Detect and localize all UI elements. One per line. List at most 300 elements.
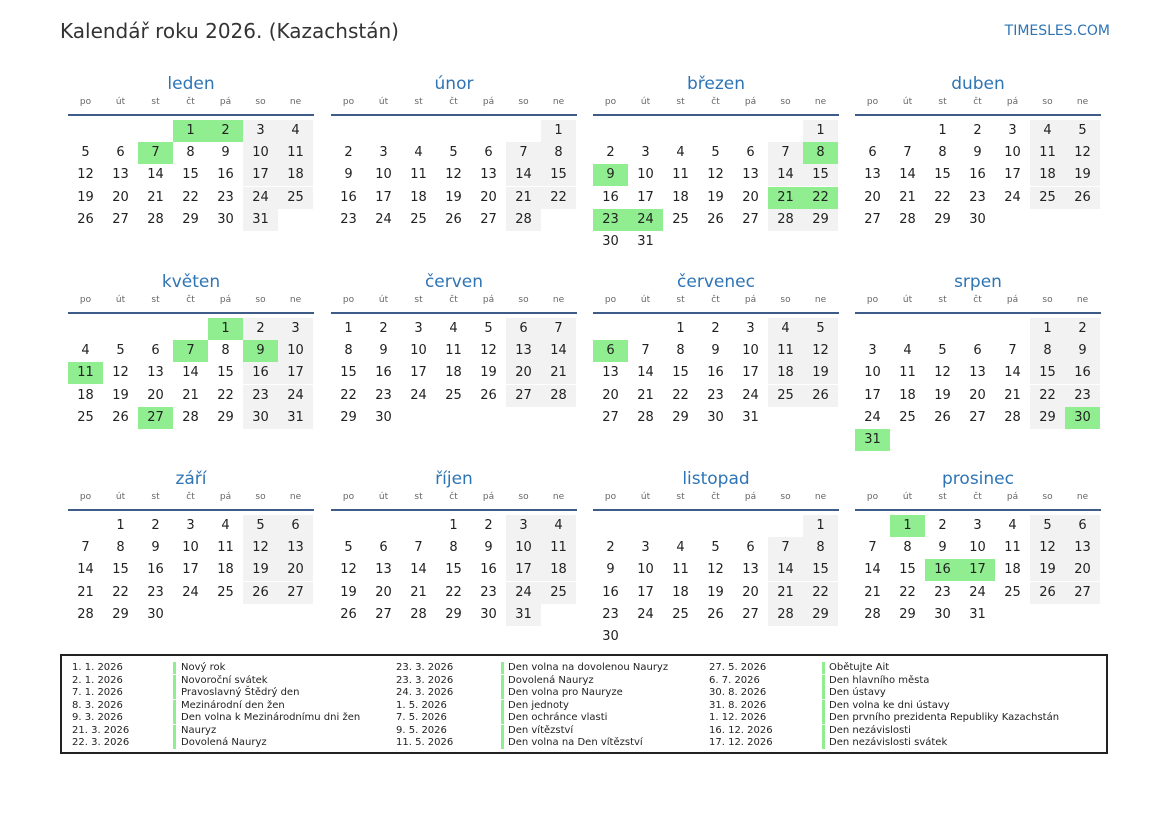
day-cell: 19: [707, 189, 724, 205]
weekday-label: ne: [289, 492, 302, 502]
day-cell: 21: [541, 362, 576, 384]
legend-marker: [822, 687, 825, 699]
day-cell: 14: [768, 559, 803, 581]
month-8: [855, 272, 1101, 457]
day-cell: 7: [81, 540, 90, 556]
holiday-day-cell: 21: [768, 187, 803, 209]
legend-marker: [501, 700, 504, 712]
day-cell: 6: [746, 540, 755, 556]
day-cell: 25: [1030, 187, 1065, 209]
day-cell: 28: [637, 409, 654, 425]
day-cell: 27: [480, 211, 497, 227]
day-cell: 2: [1065, 318, 1100, 340]
day-cell: 5: [449, 145, 458, 161]
day-cell: 7: [506, 142, 541, 164]
day-cell: 22: [672, 387, 689, 403]
day-cell: 3: [186, 518, 195, 533]
weekday-label: st: [151, 492, 160, 502]
day-cell: 26: [934, 409, 951, 425]
weekday-label: pá: [1006, 492, 1019, 502]
day-cell: 19: [480, 365, 497, 381]
weekday-header: [593, 295, 839, 309]
day-cell: 24: [1004, 189, 1021, 205]
day-cell: 23: [243, 385, 278, 407]
day-cell: 11: [672, 562, 689, 578]
day-cell: 30: [707, 409, 724, 425]
holiday-day-cell: 22: [803, 187, 838, 209]
day-cell: 31: [506, 604, 541, 626]
day-cell: 20: [112, 189, 129, 205]
day-cell: 5: [344, 540, 353, 556]
day-cell: 10: [1004, 145, 1021, 161]
day-cell: 16: [147, 562, 164, 578]
day-cell: 22: [899, 584, 916, 600]
weekday-label: po: [342, 492, 355, 502]
day-cell: 19: [445, 189, 462, 205]
day-cell: 20: [506, 362, 541, 384]
day-cell: 4: [221, 518, 230, 533]
holiday-day-cell: 23: [593, 209, 628, 231]
day-cell: 23: [375, 387, 392, 403]
weekday-label: po: [604, 97, 617, 107]
day-cell: 15: [803, 559, 838, 581]
weekday-label: út: [378, 295, 389, 305]
day-cell: 17: [410, 365, 427, 381]
day-cell: 30: [375, 409, 392, 425]
day-cell: 11: [278, 142, 313, 164]
day-cell: 26: [707, 211, 724, 227]
weekday-header: [68, 97, 314, 111]
day-cell: 27: [1065, 582, 1100, 604]
month-divider: [593, 114, 839, 116]
day-cell: 22: [934, 189, 951, 205]
legend-holiday-name: Nový rok: [181, 662, 226, 673]
day-cell: 25: [445, 387, 462, 403]
day-cell: 22: [340, 387, 357, 403]
legend-date: 2. 1. 2026: [72, 674, 123, 686]
day-cell: 12: [1030, 537, 1065, 559]
weekday-label: ne: [1076, 97, 1089, 107]
day-cell: 17: [278, 362, 313, 384]
day-cell: 27: [278, 582, 313, 604]
day-cell: 15: [899, 562, 916, 578]
day-cell: 24: [742, 387, 759, 403]
day-cell: 1: [803, 515, 838, 537]
day-cell: 2: [151, 518, 160, 533]
day-cell: 19: [77, 189, 94, 205]
day-cell: 29: [934, 211, 951, 227]
day-cell: 20: [375, 584, 392, 600]
day-cell: 3: [414, 321, 423, 336]
day-cell: 31: [637, 234, 654, 249]
day-cell: 29: [445, 606, 462, 622]
legend-column: [709, 662, 1109, 750]
day-cell: 4: [541, 515, 576, 537]
legend-holiday-name: Mezinárodní den žen: [181, 699, 285, 711]
day-cell: 30: [147, 606, 164, 622]
day-cell: 9: [606, 562, 615, 578]
weekday-label: po: [604, 492, 617, 502]
day-cell: 31: [243, 209, 278, 231]
day-cell: 4: [768, 318, 803, 340]
day-cell: 21: [768, 582, 803, 604]
day-cell: 27: [112, 211, 129, 227]
legend-holiday-name: Novoroční svátek: [181, 674, 268, 686]
day-cell: 12: [934, 365, 951, 381]
day-cell: 1: [938, 123, 947, 138]
month-name: květen: [161, 272, 221, 292]
day-cell: 8: [186, 145, 195, 161]
day-cell: 21: [147, 189, 164, 205]
weekday-header: [68, 492, 314, 506]
day-cell: 23: [969, 189, 986, 205]
day-cell: 6: [746, 145, 755, 161]
weekday-label: st: [676, 97, 685, 107]
weekday-label: so: [780, 97, 791, 107]
day-cell: 7: [641, 343, 650, 359]
weekday-label: čt: [711, 492, 720, 502]
weekday-label: so: [780, 295, 791, 305]
day-cell: 23: [1065, 385, 1100, 407]
day-cell: 27: [506, 385, 541, 407]
month-divider: [331, 312, 577, 314]
day-cell: 16: [602, 584, 619, 600]
weekday-label: út: [115, 492, 126, 502]
legend-date: 9. 5. 2026: [396, 724, 447, 736]
weekday-label: ne: [552, 492, 565, 502]
day-cell: 30: [243, 407, 278, 429]
day-cell: 24: [410, 387, 427, 403]
weekday-label: pá: [1006, 295, 1019, 305]
day-cell: 5: [116, 343, 125, 359]
day-cell: 8: [541, 142, 576, 164]
weekday-label: út: [378, 492, 389, 502]
holiday-legend: [60, 654, 1108, 754]
day-cell: 23: [480, 584, 497, 600]
weekday-label: po: [604, 295, 617, 305]
day-cell: 5: [81, 145, 90, 161]
day-cell: 25: [672, 606, 689, 622]
month-name: srpen: [954, 272, 1002, 292]
day-cell: 18: [278, 164, 313, 186]
day-cell: 3: [746, 321, 755, 336]
holiday-day-cell: 30: [1065, 407, 1100, 429]
day-cell: 13: [147, 365, 164, 381]
day-cell: 21: [899, 189, 916, 205]
day-cell: 5: [1030, 515, 1065, 537]
legend-date: 7. 1. 2026: [72, 687, 123, 698]
legend-marker: [173, 700, 176, 712]
month-divider: [593, 312, 839, 314]
legend-holiday-name: Obětujte Ait: [829, 662, 890, 673]
weekday-label: ne: [1076, 295, 1089, 305]
day-cell: 18: [899, 387, 916, 403]
holiday-day-cell: 1: [208, 318, 243, 340]
legend-marker: [501, 675, 504, 687]
day-cell: 11: [672, 167, 689, 183]
day-cell: 25: [899, 409, 916, 425]
day-cell: 3: [641, 145, 650, 161]
day-cell: 15: [672, 365, 689, 381]
day-cell: 18: [77, 387, 94, 403]
day-cell: 16: [480, 562, 497, 578]
weekday-label: čt: [449, 492, 458, 502]
day-cell: 26: [1065, 187, 1100, 209]
day-cell: 26: [707, 606, 724, 622]
holiday-day-cell: 9: [243, 340, 278, 362]
day-cell: 1: [344, 321, 353, 336]
day-cell: 1: [803, 120, 838, 142]
legend-holiday-name: Den nezávislosti svátek: [829, 737, 948, 748]
weekday-label: čt: [186, 97, 195, 107]
weekday-header: [593, 492, 839, 506]
legend-holiday-name: Den vítězství: [508, 724, 574, 736]
legend-date: 21. 3. 2026: [72, 724, 130, 736]
day-cell: 23: [934, 584, 951, 600]
day-cell: 21: [864, 584, 881, 600]
day-cell: 14: [637, 365, 654, 381]
day-cell: 12: [243, 537, 278, 559]
day-cell: 9: [1065, 340, 1100, 362]
day-cell: 26: [340, 606, 357, 622]
weekday-label: út: [902, 295, 913, 305]
legend-marker: [822, 712, 825, 724]
day-cell: 25: [217, 584, 234, 600]
weekday-label: po: [342, 295, 355, 305]
weekday-label: po: [866, 492, 879, 502]
holiday-day-cell: 9: [593, 164, 628, 186]
day-cell: 1: [676, 321, 685, 336]
day-cell: 14: [768, 164, 803, 186]
day-cell: 12: [1065, 142, 1100, 164]
day-cell: 17: [742, 365, 759, 381]
day-cell: 15: [112, 562, 129, 578]
legend-date: 30. 8. 2026: [709, 687, 767, 698]
legend-date: 1. 12. 2026: [709, 712, 767, 723]
legend-marker: [173, 687, 176, 699]
day-cell: 3: [243, 120, 278, 142]
day-cell: 8: [221, 343, 230, 359]
day-cell: 27: [864, 211, 881, 227]
day-cell: 1: [541, 120, 576, 142]
weekday-header: [68, 295, 314, 309]
month-name: listopad: [682, 469, 750, 489]
month-5: [68, 272, 314, 457]
day-cell: 4: [449, 321, 458, 336]
day-cell: 20: [480, 189, 497, 205]
day-cell: 6: [379, 540, 388, 556]
day-cell: 8: [1030, 340, 1065, 362]
day-cell: 27: [742, 211, 759, 227]
day-cell: 9: [711, 343, 720, 359]
weekday-label: čt: [449, 295, 458, 305]
day-cell: 7: [868, 540, 877, 556]
day-cell: 17: [243, 164, 278, 186]
month-name: duben: [951, 74, 1005, 94]
day-cell: 28: [506, 209, 541, 231]
day-cell: 15: [1030, 362, 1065, 384]
day-cell: 16: [217, 167, 234, 183]
day-cell: 2: [243, 318, 278, 340]
day-cell: 8: [449, 540, 458, 556]
day-cell: 20: [742, 584, 759, 600]
weekday-label: út: [640, 492, 651, 502]
weekday-label: st: [151, 295, 160, 305]
day-cell: 10: [637, 167, 654, 183]
day-cell: 28: [768, 209, 803, 231]
month-name: červen: [424, 272, 484, 292]
day-cell: 16: [243, 362, 278, 384]
day-cell: 10: [637, 562, 654, 578]
day-cell: 8: [938, 145, 947, 161]
legend-holiday-name: Den ústavy: [829, 687, 886, 698]
weekday-label: ne: [289, 295, 302, 305]
day-cell: 28: [899, 211, 916, 227]
month-3: [593, 74, 839, 259]
weekday-header: [331, 97, 577, 111]
day-cell: 17: [637, 189, 654, 205]
day-cell: 9: [938, 540, 947, 556]
weekday-label: po: [79, 97, 92, 107]
day-cell: 14: [77, 562, 94, 578]
day-cell: 11: [217, 540, 234, 556]
weekday-label: so: [1042, 97, 1053, 107]
day-cell: 31: [742, 409, 759, 425]
day-cell: 30: [217, 211, 234, 227]
weekday-label: čt: [973, 97, 982, 107]
holiday-day-cell: 27: [138, 407, 173, 429]
day-cell: 30: [480, 606, 497, 622]
weekday-label: pá: [219, 295, 232, 305]
day-cell: 25: [768, 385, 803, 407]
day-cell: 27: [742, 606, 759, 622]
month-divider: [331, 509, 577, 511]
day-cell: 31: [969, 606, 986, 622]
day-cell: 22: [112, 584, 129, 600]
day-cell: 21: [637, 387, 654, 403]
day-cell: 6: [973, 343, 982, 359]
day-cell: 2: [711, 321, 720, 336]
month-name: prosinec: [942, 469, 1014, 489]
site-link[interactable]: TIMESLES.COM: [1004, 23, 1110, 39]
weekday-label: ne: [1076, 492, 1089, 502]
day-cell: 19: [112, 387, 129, 403]
weekday-label: so: [518, 492, 529, 502]
day-cell: 16: [969, 167, 986, 183]
day-cell: 18: [410, 189, 427, 205]
day-cell: 25: [672, 211, 689, 227]
day-cell: 16: [340, 189, 357, 205]
day-cell: 18: [1030, 164, 1065, 186]
day-cell: 26: [1030, 582, 1065, 604]
day-cell: 20: [742, 189, 759, 205]
weekday-label: st: [938, 492, 947, 502]
weekday-header: [855, 295, 1101, 309]
day-cell: 7: [903, 145, 912, 161]
day-cell: 30: [602, 234, 619, 249]
day-cell: 1: [116, 518, 125, 533]
weekday-label: pá: [1006, 97, 1019, 107]
holiday-day-cell: 1: [173, 120, 208, 142]
legend-date: 27. 5. 2026: [709, 662, 767, 673]
legend-date: 23. 3. 2026: [396, 662, 454, 673]
weekday-label: pá: [744, 295, 757, 305]
weekday-label: ne: [814, 492, 827, 502]
weekday-label: čt: [449, 97, 458, 107]
day-cell: 6: [278, 515, 313, 537]
weekday-label: so: [518, 97, 529, 107]
legend-date: 1. 1. 2026: [72, 662, 123, 673]
legend-holiday-name: Den jednoty: [508, 699, 569, 711]
day-cell: 5: [711, 540, 720, 556]
month-6: [331, 272, 577, 457]
weekday-label: út: [902, 492, 913, 502]
month-divider: [68, 509, 314, 511]
day-cell: 27: [969, 409, 986, 425]
day-cell: 4: [676, 145, 685, 161]
legend-date: 6. 7. 2026: [709, 674, 760, 686]
day-cell: 25: [1004, 584, 1021, 600]
month-divider: [68, 312, 314, 314]
day-cell: 24: [243, 187, 278, 209]
legend-marker: [822, 700, 825, 712]
day-cell: 28: [768, 604, 803, 626]
weekday-label: ne: [552, 97, 565, 107]
day-cell: 26: [243, 582, 278, 604]
weekday-header: [855, 97, 1101, 111]
day-cell: 5: [243, 515, 278, 537]
day-cell: 21: [1004, 387, 1021, 403]
day-cell: 17: [864, 387, 881, 403]
weekday-header: [331, 492, 577, 506]
legend-date: 17. 12. 2026: [709, 737, 773, 748]
day-cell: 3: [1008, 123, 1017, 138]
month-10: [331, 469, 577, 654]
day-cell: 27: [602, 409, 619, 425]
day-cell: 14: [541, 340, 576, 362]
weekday-header: [331, 295, 577, 309]
day-cell: 9: [973, 145, 982, 161]
day-cell: 14: [182, 365, 199, 381]
weekday-label: so: [255, 97, 266, 107]
weekday-label: ne: [814, 97, 827, 107]
day-cell: 8: [676, 343, 685, 359]
legend-holiday-name: Den volna na dovolenou Nauryz: [508, 662, 669, 673]
weekday-label: st: [676, 295, 685, 305]
day-cell: 23: [707, 387, 724, 403]
day-cell: 18: [1004, 562, 1021, 578]
day-cell: 10: [742, 343, 759, 359]
weekday-label: pá: [482, 97, 495, 107]
day-cell: 22: [803, 582, 838, 604]
legend-holiday-name: Pravoslavný Štědrý den: [181, 687, 300, 698]
month-1: [68, 74, 314, 259]
day-cell: 7: [414, 540, 423, 556]
day-cell: 24: [969, 584, 986, 600]
weekday-label: st: [414, 492, 423, 502]
day-cell: 14: [1004, 365, 1021, 381]
holiday-day-cell: 1: [890, 515, 925, 537]
day-cell: 14: [899, 167, 916, 183]
day-cell: 3: [278, 318, 313, 340]
day-cell: 13: [112, 167, 129, 183]
day-cell: 13: [742, 562, 759, 578]
weekday-label: čt: [711, 295, 720, 305]
day-cell: 21: [182, 387, 199, 403]
weekday-label: út: [640, 97, 651, 107]
day-cell: 3: [868, 343, 877, 359]
day-cell: 26: [480, 387, 497, 403]
